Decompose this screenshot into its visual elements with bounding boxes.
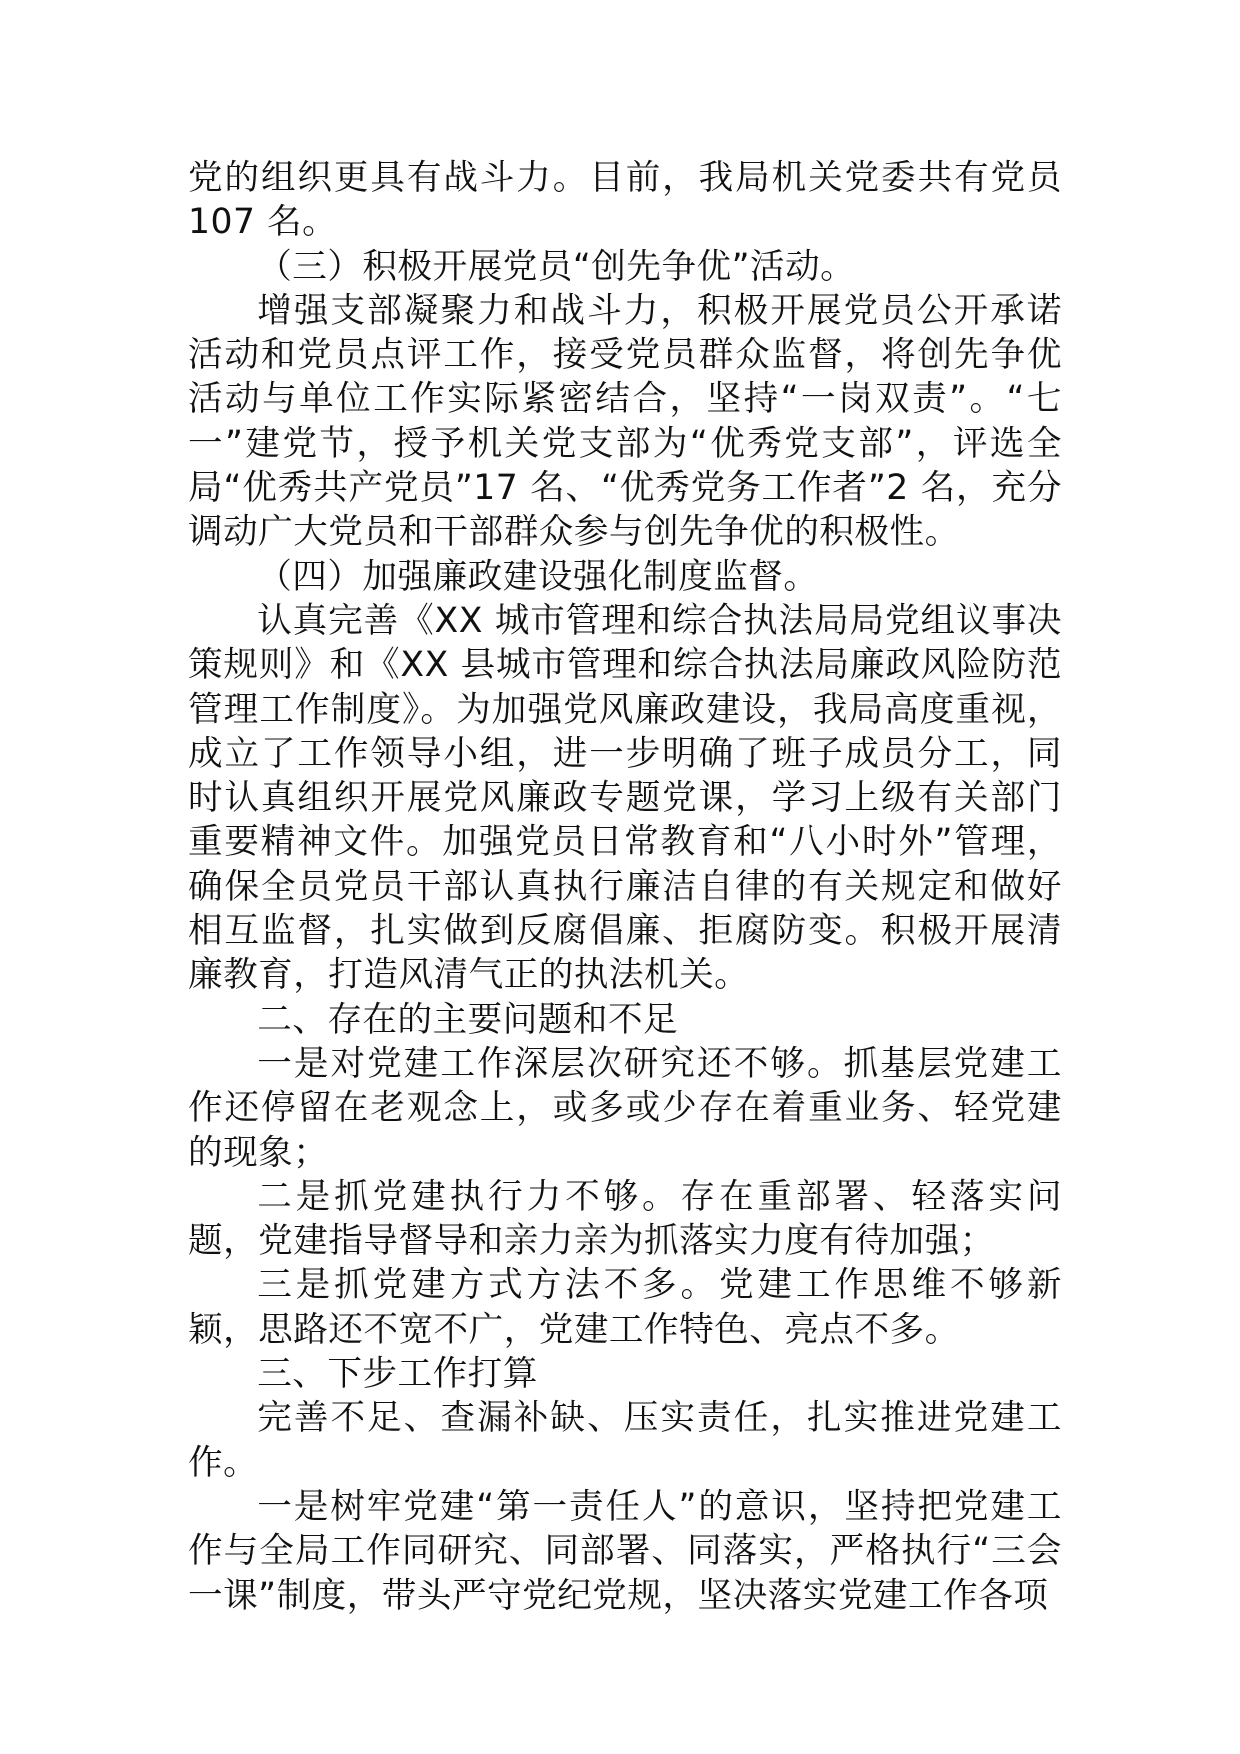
paragraph-next-step-one: 一是树牢党建“第一责任人”的意识，坚持把党建工作与全局工作同研究、同部署、同落实，严格执行“三会一课”制度，带头严守党纪党规，坚决落实党建工作各项: [188, 1486, 1062, 1616]
chapter-heading-next-steps: 三、下步工作打算: [257, 1354, 538, 1395]
document-body: [188, 156, 1062, 1618]
paragraph-problem-three: 三是抓党建方式方法不多。党建工作思维不够新颖，思路还不宽不广，党建工作特色、亮点不多。: [188, 1265, 1062, 1350]
paragraph-problem-two: 二是抓党建执行力不够。存在重部署、轻落实问题，党建指导督导和亲力亲为抓落实力度有待加强；: [188, 1176, 1062, 1262]
section-heading-four: （四）加强廉政建设强化制度监督。: [257, 556, 819, 597]
paragraph-excellence-activities: 增强支部凝聚力和战斗力，积极开展党员公开承诺活动和党员点评工作，接受党员群众监督，将创先争优活动与单位工作实际紧密结合，坚持“一岗双责”。“七一”建党节，授予机关党支部为“优秀党支部”，评选全局“优秀共产党员”17 名、“优秀党务工作者”2 名，充分调动广大党员和干部群众参与创先争优的积极性。: [188, 290, 1062, 553]
paragraph-problem-one: 一是对党建工作深层次研究还不够。抓基层党建工作还停留在老观念上，或多或少存在着重业务、轻党建的现象；: [188, 1043, 1062, 1173]
chapter-heading-problems: 二、存在的主要问题和不足: [257, 999, 679, 1040]
paragraph-integrity-supervision: 认真完善《XX 城市管理和综合执法局局党组议事决策规则》和《XX 县城市管理和综合执法局廉政风险防范管理工作制度》。为加强党风廉政建设，我局高度重视，成立了工作领导小组，进一步明确了班子成员分工，同时认真组织开展党风廉政专题党课，学习上级有关部门重要精神文件。加强党员日常教育和“八小时外”管理，确保全员党员干部认真执行廉洁自律的有关规定和做好相互监督，扎实做到反腐倡廉、拒腐防变。积极开展清廉教育，打造风清气正的执法机关。: [188, 600, 1062, 996]
section-heading-three: （三）积极开展党员“创先争优”活动。: [257, 246, 856, 287]
paragraph-continued-party-members: 党的组织更具有战斗力。目前，我局机关党委共有党员 107 名。: [188, 158, 1062, 243]
paragraph-next-steps-summary: 完善不足、查漏补缺、压实责任，扎实推进党建工作。: [188, 1398, 1062, 1483]
